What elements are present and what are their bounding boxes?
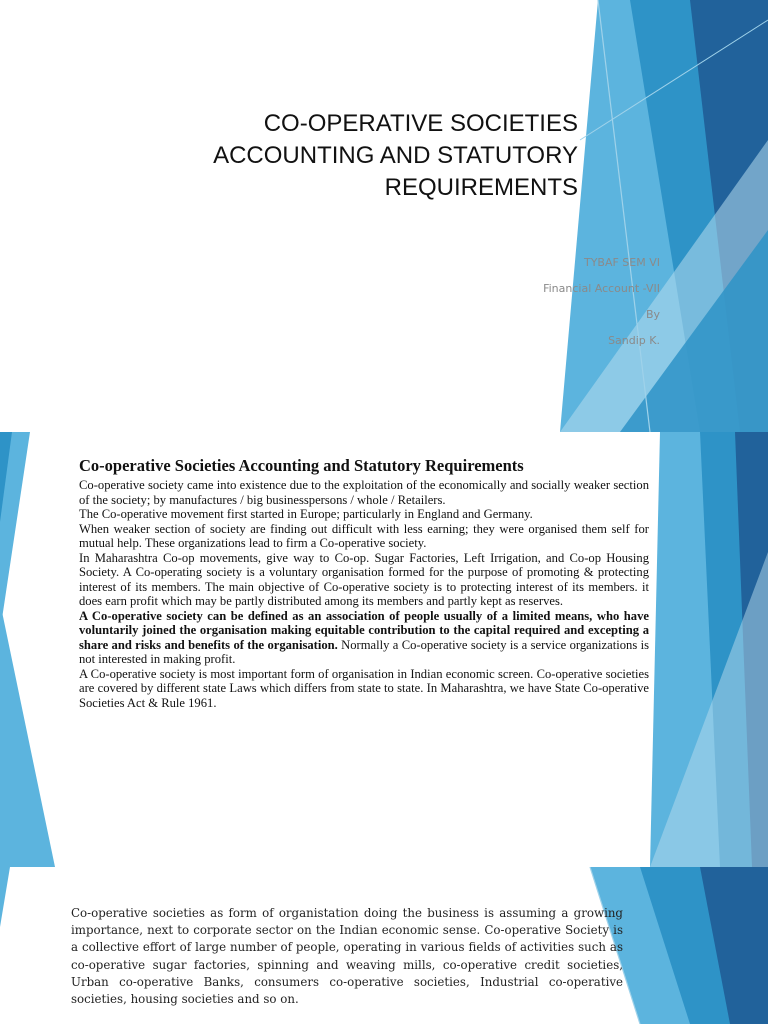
title-line-1: CO-OPERATIVE SOCIETIES [263, 110, 578, 137]
paragraph-origin: Co-operative society came into existence due to the exploitation of the economically and socially weaker section of the society; by manufactures / big businesspersons / whole / Retailers. [79, 478, 649, 507]
title-line-2: ACCOUNTING AND STATUTORY [213, 142, 578, 169]
title-line-3: REQUIREMENTS [384, 174, 578, 201]
content-heading: Co-operative Societies Accounting and Statutory Requirements [79, 456, 524, 475]
paragraph-mutual-help: When weaker section of society are finding out difficult with less earning; they were organised them self for mutual help. These organizations lead to firm a Co-operative society. [79, 521, 649, 550]
slide-1-subtitle [440, 250, 660, 354]
paragraph-maharashtra: In Maharashtra Co-op movements, give way to Co-op. Sugar Factories, Left Irrigation, and Co-op Housing Society. A Co-operating society is a voluntary organisation formed for the purpose of promoting & protecting interest of its members. The main objective of Co-operative society is to protecting interest of its members. it does earn profit which may be partly distributed among its members and partly kept as reserves. [79, 550, 649, 608]
slide-intro [0, 867, 768, 1024]
slide-1-decoration-shapes [0, 0, 768, 432]
intro-paragraph: Co-operative societies as form of organistation doing the business is assuming a growing importance, next to corporate sector on the Indian economic sense. Co-operative Society is a collective effort of large number of people, operating in various fields of activities such as co-operative sugar factories, spinning and weaving mills, co-operative credit societies, Urban co-operative Banks, consumers co-operative societies, Industrial co-operative societies, housing societies and so on. [71, 906, 623, 1007]
slide-content [0, 432, 768, 867]
subtitle-course: TYBAF SEM VI [583, 256, 660, 269]
slide-1-title [120, 108, 578, 204]
paragraph-definition [79, 609, 649, 667]
slide-title [0, 0, 768, 432]
subtitle-by: By [645, 308, 660, 321]
definition-bold-text: A Co-operative society can be defined as an association of people usually of a limited means, who have voluntarily joined the organisation making equitable contribution to the capital required and excepting a share and risks and benefits of the organisation. [79, 608, 649, 652]
paragraph-europe: The Co-operative movement first started in Europe; particularly in England and Germany. [79, 507, 533, 521]
subtitle-author: Sandip K. [608, 334, 660, 347]
content-text-block [79, 456, 649, 710]
paragraph-laws: A Co-operative society is most important form of organisation in Indian economic screen. Co-operative societies are covered by different state Laws which differs from state to state. In Maharashtra, we have State Co-operative Societies Act & Rule 1961. [79, 666, 649, 710]
subtitle-subject: Financial Account -VII [543, 282, 660, 295]
definition-rest-text: Normally a Co-operative society is a service organizations is not interested in making profit. [79, 637, 649, 666]
